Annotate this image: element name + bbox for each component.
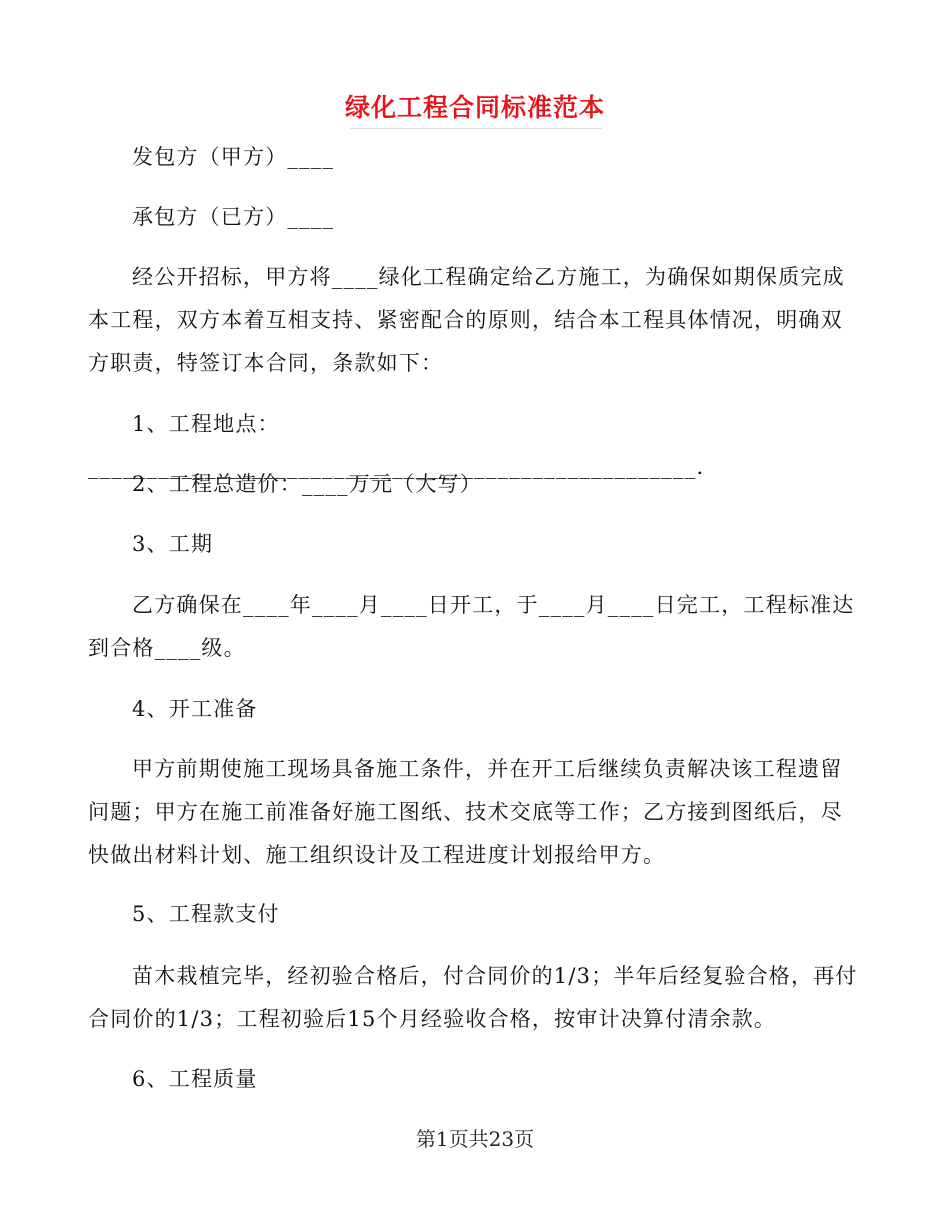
title-underline: [350, 128, 602, 129]
document-title: 绿化工程合同标准范本: [344, 93, 605, 122]
clause-1: 1、工程地点：____________________________________________________.: [88, 412, 705, 479]
party-a-line: 发包方（甲方）____: [132, 145, 335, 169]
clause-4-title: 4、开工准备: [132, 697, 258, 721]
clause-5-title: 5、工程款支付: [132, 902, 280, 926]
page-number: 第1页共23页: [415, 1127, 535, 1151]
party-b-line: 承包方（已方）____: [132, 205, 335, 229]
clause-3-body: 乙方确保在____年____月____日开工，于____月____日完工，工程标准达到合格____级。: [88, 593, 855, 660]
clause-2: 2、工程总造价：____万元（大写）: [132, 472, 482, 496]
clause-4-body: 甲方前期使施工现场具备施工条件，并在开工后继续负责解决该工程遗留问题；甲方在施工前准备好施工图纸、技术交底等工作；乙方接到图纸后，尽快做出材料计划、施工组织设计及工程进度计划报给甲方。: [88, 757, 843, 867]
intro-paragraph: 经公开招标，甲方将____绿化工程确定给乙方施工，为确保如期保质完成本工程，双方本着互相支持、紧密配合的原则，结合本工程具体情况，明确双方职责，特签订本合同，条款如下：: [88, 265, 845, 375]
clause-3-title: 3、工期: [132, 532, 214, 556]
clause-5-body: 苗木栽植完毕，经初验合格后，付合同价的1/3；半年后经复验合格，再付合同价的1/3；工程初验后15个月经验收合格，按审计决算付清余款。: [88, 964, 858, 1031]
clause-6-title: 6、工程质量: [132, 1067, 258, 1091]
